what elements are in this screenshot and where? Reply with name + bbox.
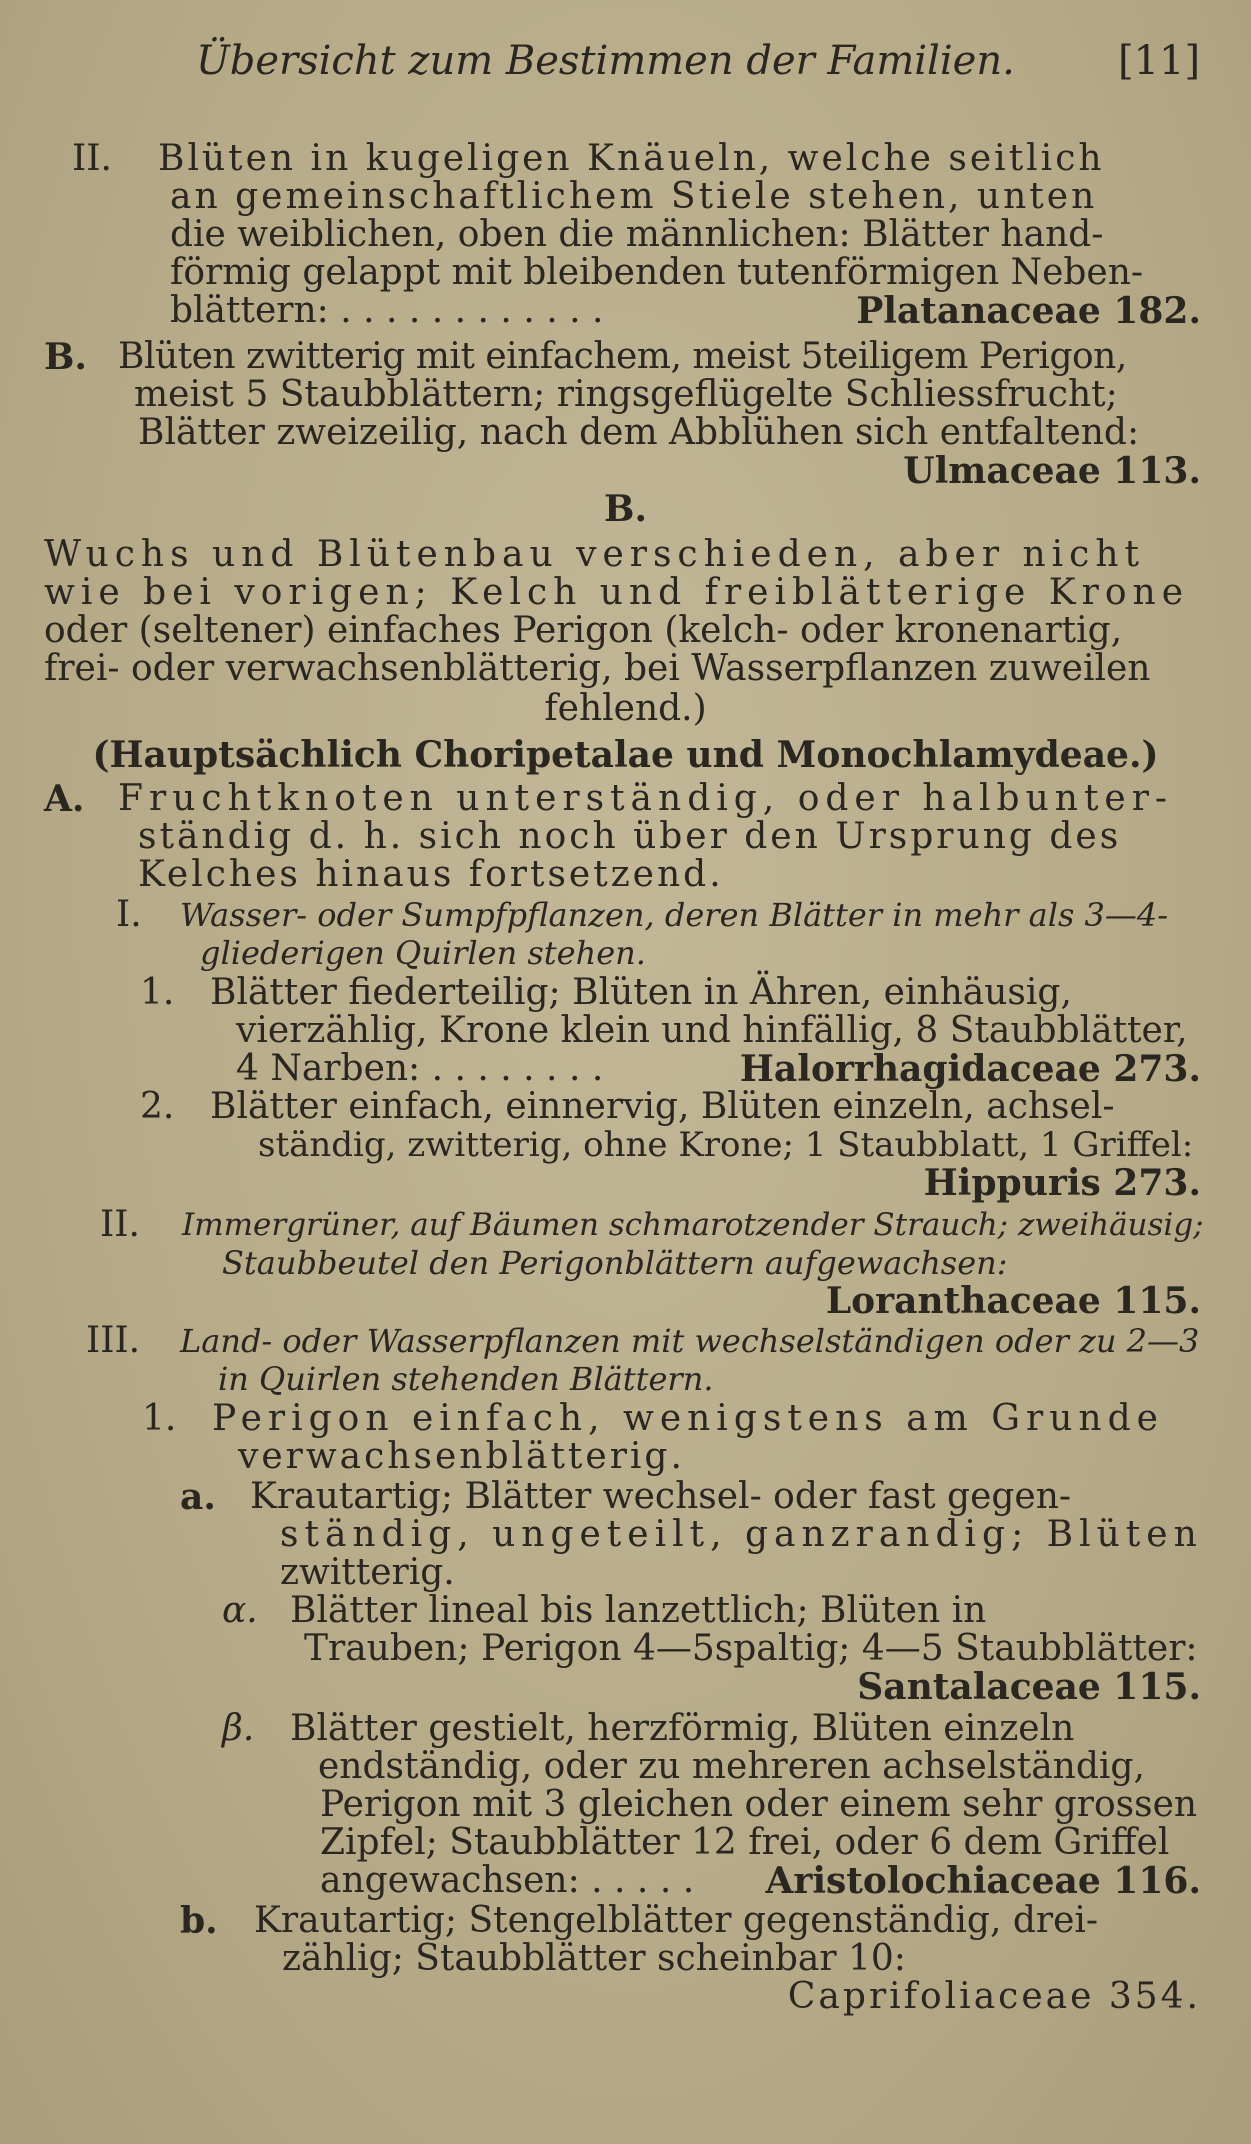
text-line: vierzählig, Krone klein und hinfällig, 8 Staubblätter,	[236, 1010, 1188, 1051]
text-line: Staubbeutel den Perigonblättern aufgewachsen:	[222, 1244, 1008, 1282]
section-subheading: (Hauptsächlich Choripetalae und Monochlamydeae.)	[92, 734, 1159, 776]
text-line: zählig; Staubblätter scheinbar 10:	[282, 1938, 906, 1979]
text-line: Krautartig; Blätter wechsel- oder fast gegen-	[250, 1476, 1072, 1517]
text-line: Perigon einfach, wenigstens am Grunde	[212, 1398, 1164, 1439]
text-line: förmig gelappt mit bleibenden tutenförmigen Neben-	[170, 252, 1144, 293]
item-label: a.	[180, 1476, 216, 1518]
item-label: B.	[44, 336, 87, 378]
text-line: Krautartig; Stengelblätter gegenständig, drei-	[254, 1900, 1099, 1941]
text-line: oder (seltener) einfaches Perigon (kelch- oder kronenartig,	[44, 610, 1123, 651]
running-title: Übersicht zum Bestimmen der Familien.	[196, 38, 1015, 84]
text-line: Blätter einfach, einnervig, Blüten einzeln, achsel-	[210, 1086, 1115, 1127]
text-line: Kelches hinaus fortsetzend.	[138, 854, 724, 895]
family-name: Caprifoliaceae 354.	[787, 1976, 1201, 2017]
text-line: Blätter gestielt, herzförmig, Blüten einzeln	[290, 1708, 1075, 1749]
text-line: ständig, ungeteilt, ganzrandig; Blüten	[280, 1514, 1203, 1555]
item-label: III.	[86, 1320, 141, 1361]
family-name: Santalaceae 115.	[857, 1666, 1201, 1708]
item-label: A.	[44, 778, 85, 820]
section-heading: B.	[604, 488, 647, 530]
text-line: 4 Narben: . . . . . . . .	[236, 1048, 604, 1089]
text-line: Land- oder Wasserpflanzen mit wechselständigen oder zu 2—3	[180, 1322, 1200, 1360]
text-line: Blüten zwitterig mit einfachem, meist 5teiligem Perigon,	[118, 336, 1127, 377]
text-line: die weiblichen, oben die männlichen: Blätter hand-	[170, 214, 1104, 255]
text-line: verwachsenblätterig.	[238, 1436, 685, 1477]
text-line: Trauben; Perigon 4—5spaltig; 4—5 Staubblätter:	[304, 1628, 1198, 1669]
text-line: ständig, zwitterig, ohne Krone; 1 Staubblatt, 1 Griffel:	[258, 1125, 1194, 1165]
text-line: Zipfel; Staubblätter 12 frei, oder 6 dem Griffel	[320, 1822, 1170, 1863]
item-label: 1.	[142, 1398, 177, 1439]
text-line: an gemeinschaftlichem Stiele stehen, unten	[170, 176, 1098, 217]
item-label: II.	[100, 1204, 140, 1245]
item-label: α.	[222, 1590, 258, 1631]
text-line: Blätter lineal bis lanzettlich; Blüten in	[290, 1590, 987, 1631]
family-name: Halorrhagidaceae 273.	[739, 1048, 1201, 1090]
family-name: Loranthaceae 115.	[825, 1280, 1201, 1322]
text-line: endständig, oder zu mehreren achselständig,	[318, 1746, 1145, 1787]
text-line: Wasser- oder Sumpfpflanzen, deren Blätter in mehr als 3—4-	[180, 896, 1169, 934]
item-label: b.	[180, 1900, 218, 1942]
text-line: frei- oder verwachsenblätterig, bei Wasserpflanzen zuweilen	[44, 648, 1151, 689]
text-line: in Quirlen stehenden Blättern.	[218, 1360, 714, 1398]
family-name: Aristolochiaceae 116.	[765, 1860, 1201, 1902]
text-line: Wuchs und Blütenbau verschieden, aber nicht	[44, 534, 1145, 575]
text-line: meist 5 Staubblättern; ringsgeflügelte Schliessfrucht;	[134, 374, 1118, 415]
text-line: gliederigen Quirlen stehen.	[200, 934, 646, 972]
page-number: [11]	[1118, 38, 1201, 84]
text-line: Blätter fiederteilig; Blüten in Ähren, einhäusig,	[210, 972, 1072, 1013]
text-line: ständig d. h. sich noch über den Ursprung des	[138, 816, 1122, 857]
item-label: 2.	[140, 1086, 175, 1127]
item-label: β.	[222, 1708, 255, 1749]
item-label: I.	[116, 894, 142, 935]
text-line: Immergrüner, auf Bäumen schmarotzender Strauch; zweihäusig;	[182, 1207, 1204, 1243]
text-line: Perigon mit 3 gleichen oder einem sehr grossen	[320, 1784, 1198, 1825]
family-name: Ulmaceae 113.	[903, 450, 1201, 492]
text-line: fehlend.)	[544, 688, 707, 729]
text-line: Blüten in kugeligen Knäueln, welche seitlich	[158, 138, 1105, 179]
item-label: II.	[72, 138, 112, 179]
text-line: blättern: . . . . . . . . . . . .	[170, 290, 604, 331]
text-line: Fruchtknoten unterständig, oder halbunter-	[118, 778, 1174, 819]
text-line: Blätter zweizeilig, nach dem Abblühen sich entfaltend:	[138, 412, 1140, 453]
family-name: Platanaceae 182.	[856, 290, 1201, 332]
text-line: wie bei vorigen; Kelch und freiblätterige Krone	[44, 572, 1190, 613]
text-line: zwitterig.	[280, 1552, 455, 1593]
item-label: 1.	[140, 972, 175, 1013]
family-name: Hippuris 273.	[923, 1162, 1201, 1204]
text-line: angewachsen: . . . . .	[320, 1860, 695, 1901]
